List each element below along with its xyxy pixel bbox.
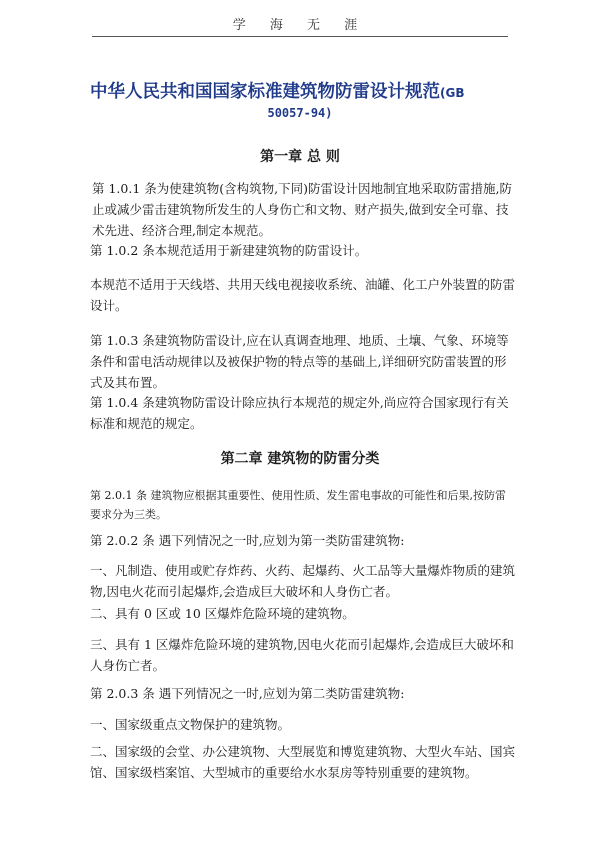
paragraph-2-0-2: 第 2.0.2 条 遇下列情况之一时,应划为第一类防雷建筑物:	[90, 533, 405, 548]
chapter-1-heading: 第一章 总 则	[260, 149, 340, 165]
document-title	[90, 80, 510, 105]
title-code-open: (GB	[440, 86, 465, 100]
paragraph-2-0-1: 第 2.0.1 条 建筑物应根据其重要性、使用性质、发生雷电事故的可能性和后果,按防雷要求分为三类。	[90, 489, 506, 521]
title-main: 中华人民共和国国家标准建筑物防雷设计规范	[90, 82, 440, 102]
item-category-2-heritage: 一、国家级重点文物保护的建筑物。	[90, 717, 291, 732]
item-category-1-zone-0-10: 二、具有 0 区或 10 区爆炸危险环境的建筑物。	[90, 606, 355, 621]
paragraph-1-0-1: 第 1.0.1 条为使建筑物(含构筑物,下同)防雷设计因地制宜地采取防雷措施,防止或减少雷击建筑物所发生的人身伤亡和文物、财产损失,做到安全可靠、技术先进、经济合理,制定本规范。	[92, 181, 512, 238]
title-code-continued: 50057-94)	[267, 106, 333, 120]
item-category-1-explosives: 一、凡制造、使用或贮存炸药、火药、起爆药、火工品等大量爆炸物质的建筑物,因电火花而引起爆炸,会造成巨大破坏和人身伤亡者。	[90, 563, 516, 599]
paragraph-1-0-3: 第 1.0.3 条建筑物防雷设计,应在认真调查地理、地质、土壤、气象、环境等条件和雷电活动规律以及被保护物的特点等的基础上,详细研究防雷装置的形式及其布置。	[90, 333, 509, 390]
page-header: 学 海 无 涯	[232, 18, 368, 33]
header-divider	[92, 36, 508, 37]
paragraph-1-0-2: 第 1.0.2 条本规范适用于新建建筑物的防雷设计。	[90, 243, 368, 258]
paragraph-1-0-4: 第 1.0.4 条建筑物防雷设计除应执行本规范的规定外,尚应符合国家现行有关标准和规范的规定。	[90, 395, 509, 431]
item-category-1-zone-1: 三、具有 1 区爆炸危险环境的建筑物,因电火花而引起爆炸,会造成巨大破坏和人身伤亡者。	[90, 637, 514, 673]
chapter-2-heading: 第二章 建筑物的防雷分类	[220, 451, 380, 467]
item-category-2-important-buildings: 二、国家级的会堂、办公建筑物、大型展览和博览建筑物、大型火车站、国宾馆、国家级档案馆、大型城市的重要给水水泵房等特别重要的建筑物。	[90, 744, 516, 780]
paragraph-scope-exclusion: 本规范不适用于天线塔、共用天线电视接收系统、油罐、化工户外装置的防雷设计。	[90, 277, 516, 313]
paragraph-2-0-3: 第 2.0.3 条 遇下列情况之一时,应划为第二类防雷建筑物:	[90, 686, 405, 701]
